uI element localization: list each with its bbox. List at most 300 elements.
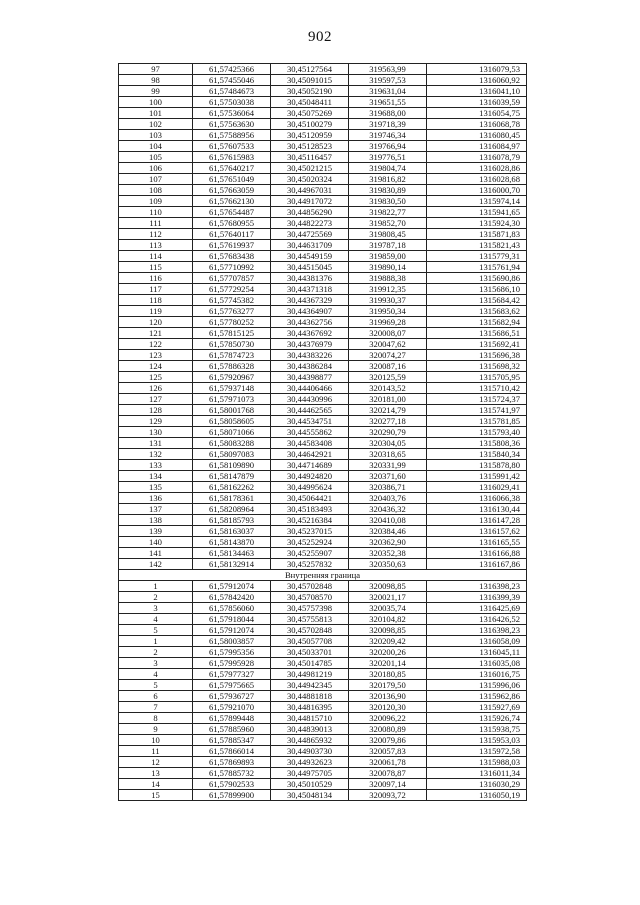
y-coordinate-cell: 1315710,42 xyxy=(427,383,527,394)
point-number-cell: 137 xyxy=(119,504,193,515)
point-number-cell: 11 xyxy=(119,746,193,757)
longitude-cell: 30,44371318 xyxy=(271,284,349,295)
latitude-cell: 61,58071066 xyxy=(193,427,271,438)
longitude-cell: 30,44942345 xyxy=(271,680,349,691)
y-coordinate-cell: 1315683,62 xyxy=(427,306,527,317)
point-number-cell: 3 xyxy=(119,658,193,669)
y-coordinate-cell: 1315696,38 xyxy=(427,350,527,361)
latitude-cell: 61,57425366 xyxy=(193,64,271,75)
point-number-cell: 99 xyxy=(119,86,193,97)
longitude-cell: 30,44534751 xyxy=(271,416,349,427)
y-coordinate-cell: 1315692,41 xyxy=(427,339,527,350)
x-coordinate-cell: 320304,05 xyxy=(349,438,427,449)
table-row xyxy=(119,471,527,482)
table-row xyxy=(119,746,527,757)
table-row xyxy=(119,130,527,141)
y-coordinate-cell: 1315962,86 xyxy=(427,691,527,702)
x-coordinate-cell: 319631,04 xyxy=(349,86,427,97)
latitude-cell: 61,57885347 xyxy=(193,735,271,746)
longitude-cell: 30,44430996 xyxy=(271,394,349,405)
longitude-cell: 30,44932623 xyxy=(271,757,349,768)
x-coordinate-cell: 320179,50 xyxy=(349,680,427,691)
page-number: 902 xyxy=(308,29,332,45)
point-number-cell: 141 xyxy=(119,548,193,559)
x-coordinate-cell: 320318,65 xyxy=(349,449,427,460)
latitude-cell: 61,57971073 xyxy=(193,394,271,405)
longitude-cell: 30,44515045 xyxy=(271,262,349,273)
y-coordinate-cell: 1316039,59 xyxy=(427,97,527,108)
table-row xyxy=(119,669,527,680)
longitude-cell: 30,44386284 xyxy=(271,361,349,372)
point-number-cell: 109 xyxy=(119,196,193,207)
table-row xyxy=(119,603,527,614)
longitude-cell: 30,44549159 xyxy=(271,251,349,262)
table-row xyxy=(119,64,527,75)
latitude-cell: 61,57869893 xyxy=(193,757,271,768)
latitude-cell: 61,57619937 xyxy=(193,240,271,251)
longitude-cell: 30,44583408 xyxy=(271,438,349,449)
y-coordinate-cell: 1315871,83 xyxy=(427,229,527,240)
longitude-cell: 30,44381376 xyxy=(271,273,349,284)
longitude-cell: 30,44631709 xyxy=(271,240,349,251)
x-coordinate-cell: 320290,79 xyxy=(349,427,427,438)
x-coordinate-cell: 319888,38 xyxy=(349,273,427,284)
latitude-cell: 61,57899448 xyxy=(193,713,271,724)
point-number-cell: 128 xyxy=(119,405,193,416)
point-number-cell: 15 xyxy=(119,790,193,801)
point-number-cell: 113 xyxy=(119,240,193,251)
latitude-cell: 61,57936727 xyxy=(193,691,271,702)
table-row xyxy=(119,625,527,636)
table-body-inner-boundary xyxy=(119,581,527,801)
point-number-cell: 114 xyxy=(119,251,193,262)
latitude-cell: 61,58134463 xyxy=(193,548,271,559)
x-coordinate-cell: 319651,55 xyxy=(349,97,427,108)
point-number-cell: 136 xyxy=(119,493,193,504)
longitude-cell: 30,44364907 xyxy=(271,306,349,317)
y-coordinate-cell: 1315781,85 xyxy=(427,416,527,427)
x-coordinate-cell: 320097,14 xyxy=(349,779,427,790)
y-coordinate-cell: 1315690,86 xyxy=(427,273,527,284)
longitude-cell: 30,44642921 xyxy=(271,449,349,460)
latitude-cell: 61,57663059 xyxy=(193,185,271,196)
y-coordinate-cell: 1315686,51 xyxy=(427,328,527,339)
table-row xyxy=(119,273,527,284)
latitude-cell: 61,58208964 xyxy=(193,504,271,515)
x-coordinate-cell: 320209,42 xyxy=(349,636,427,647)
table-row xyxy=(119,361,527,372)
point-number-cell: 130 xyxy=(119,427,193,438)
y-coordinate-cell: 1315724,37 xyxy=(427,394,527,405)
latitude-cell: 61,57995928 xyxy=(193,658,271,669)
table-row xyxy=(119,427,527,438)
x-coordinate-cell: 320087,16 xyxy=(349,361,427,372)
y-coordinate-cell: 1315686,10 xyxy=(427,284,527,295)
y-coordinate-cell: 1316167,86 xyxy=(427,559,527,570)
latitude-cell: 61,58185793 xyxy=(193,515,271,526)
longitude-cell: 30,44376979 xyxy=(271,339,349,350)
table-row xyxy=(119,295,527,306)
longitude-cell: 30,45033701 xyxy=(271,647,349,658)
y-coordinate-cell: 1315924,30 xyxy=(427,218,527,229)
longitude-cell: 30,45708570 xyxy=(271,592,349,603)
point-number-cell: 138 xyxy=(119,515,193,526)
y-coordinate-cell: 1316166,88 xyxy=(427,548,527,559)
longitude-cell: 30,45010529 xyxy=(271,779,349,790)
table-row xyxy=(119,240,527,251)
longitude-cell: 30,45127564 xyxy=(271,64,349,75)
latitude-cell: 61,57995356 xyxy=(193,647,271,658)
point-number-cell: 127 xyxy=(119,394,193,405)
latitude-cell: 61,57886328 xyxy=(193,361,271,372)
latitude-cell: 61,57937148 xyxy=(193,383,271,394)
y-coordinate-cell: 1316398,23 xyxy=(427,581,527,592)
longitude-cell: 30,45048411 xyxy=(271,97,349,108)
latitude-cell: 61,57902533 xyxy=(193,779,271,790)
x-coordinate-cell: 320352,38 xyxy=(349,548,427,559)
longitude-cell: 30,45702848 xyxy=(271,625,349,636)
y-coordinate-cell: 1316028,68 xyxy=(427,174,527,185)
y-coordinate-cell: 1316078,79 xyxy=(427,152,527,163)
point-number-cell: 103 xyxy=(119,130,193,141)
latitude-cell: 61,58162262 xyxy=(193,482,271,493)
longitude-cell: 30,45048134 xyxy=(271,790,349,801)
longitude-cell: 30,45702848 xyxy=(271,581,349,592)
point-number-cell: 5 xyxy=(119,625,193,636)
latitude-cell: 61,57920967 xyxy=(193,372,271,383)
x-coordinate-cell: 319816,82 xyxy=(349,174,427,185)
y-coordinate-cell: 1315974,14 xyxy=(427,196,527,207)
x-coordinate-cell: 320410,08 xyxy=(349,515,427,526)
longitude-cell: 30,44367329 xyxy=(271,295,349,306)
point-number-cell: 1 xyxy=(119,636,193,647)
longitude-cell: 30,45020324 xyxy=(271,174,349,185)
y-coordinate-cell: 1316147,28 xyxy=(427,515,527,526)
y-coordinate-cell: 1315698,32 xyxy=(427,361,527,372)
y-coordinate-cell: 1316045,11 xyxy=(427,647,527,658)
point-number-cell: 139 xyxy=(119,526,193,537)
y-coordinate-cell: 1316426,52 xyxy=(427,614,527,625)
x-coordinate-cell: 319688,00 xyxy=(349,108,427,119)
y-coordinate-cell: 1316035,08 xyxy=(427,658,527,669)
point-number-cell: 8 xyxy=(119,713,193,724)
y-coordinate-cell: 1315793,40 xyxy=(427,427,527,438)
point-number-cell: 129 xyxy=(119,416,193,427)
longitude-cell: 30,44917072 xyxy=(271,196,349,207)
point-number-cell: 5 xyxy=(119,680,193,691)
latitude-cell: 61,57640117 xyxy=(193,229,271,240)
point-number-cell: 115 xyxy=(119,262,193,273)
x-coordinate-cell: 319718,39 xyxy=(349,119,427,130)
latitude-cell: 61,57729254 xyxy=(193,284,271,295)
x-coordinate-cell: 319859,00 xyxy=(349,251,427,262)
latitude-cell: 61,58109890 xyxy=(193,460,271,471)
table-row xyxy=(119,306,527,317)
point-number-cell: 121 xyxy=(119,328,193,339)
point-number-cell: 116 xyxy=(119,273,193,284)
x-coordinate-cell: 320371,60 xyxy=(349,471,427,482)
y-coordinate-cell: 1315684,42 xyxy=(427,295,527,306)
longitude-cell: 30,44555862 xyxy=(271,427,349,438)
point-number-cell: 118 xyxy=(119,295,193,306)
latitude-cell: 61,57683438 xyxy=(193,251,271,262)
latitude-cell: 61,58163037 xyxy=(193,526,271,537)
latitude-cell: 61,58132914 xyxy=(193,559,271,570)
y-coordinate-cell: 1315808,36 xyxy=(427,438,527,449)
point-number-cell: 97 xyxy=(119,64,193,75)
latitude-cell: 61,57899900 xyxy=(193,790,271,801)
table-row xyxy=(119,592,527,603)
table-row xyxy=(119,405,527,416)
section-label: Внутренняя граница xyxy=(119,570,527,581)
y-coordinate-cell: 1315821,43 xyxy=(427,240,527,251)
y-coordinate-cell: 1316011,34 xyxy=(427,768,527,779)
y-coordinate-cell: 1316084,97 xyxy=(427,141,527,152)
y-coordinate-cell: 1316030,29 xyxy=(427,779,527,790)
coordinates-table xyxy=(118,63,527,801)
longitude-cell: 30,44714689 xyxy=(271,460,349,471)
x-coordinate-cell: 320057,83 xyxy=(349,746,427,757)
point-number-cell: 142 xyxy=(119,559,193,570)
point-number-cell: 120 xyxy=(119,317,193,328)
y-coordinate-cell: 1316066,38 xyxy=(427,493,527,504)
longitude-cell: 30,44881818 xyxy=(271,691,349,702)
x-coordinate-cell: 320200,26 xyxy=(349,647,427,658)
x-coordinate-cell: 319912,35 xyxy=(349,284,427,295)
table-row xyxy=(119,97,527,108)
y-coordinate-cell: 1316130,44 xyxy=(427,504,527,515)
table-row xyxy=(119,702,527,713)
latitude-cell: 61,57745382 xyxy=(193,295,271,306)
latitude-cell: 61,57856060 xyxy=(193,603,271,614)
x-coordinate-cell: 320120,30 xyxy=(349,702,427,713)
point-number-cell: 2 xyxy=(119,647,193,658)
table-row xyxy=(119,647,527,658)
y-coordinate-cell: 1316060,92 xyxy=(427,75,527,86)
table-body-outer-boundary xyxy=(119,64,527,570)
table-row xyxy=(119,482,527,493)
table-row xyxy=(119,504,527,515)
longitude-cell: 30,45116457 xyxy=(271,152,349,163)
x-coordinate-cell: 320061,78 xyxy=(349,757,427,768)
table-row xyxy=(119,174,527,185)
table-row xyxy=(119,75,527,86)
point-number-cell: 108 xyxy=(119,185,193,196)
longitude-cell: 30,45120959 xyxy=(271,130,349,141)
table-row xyxy=(119,141,527,152)
table-row xyxy=(119,724,527,735)
x-coordinate-cell: 320079,86 xyxy=(349,735,427,746)
latitude-cell: 61,57874723 xyxy=(193,350,271,361)
longitude-cell: 30,45255907 xyxy=(271,548,349,559)
x-coordinate-cell: 319950,34 xyxy=(349,306,427,317)
latitude-cell: 61,57455046 xyxy=(193,75,271,86)
table-row xyxy=(119,537,527,548)
point-number-cell: 119 xyxy=(119,306,193,317)
table-row xyxy=(119,218,527,229)
latitude-cell: 61,58083288 xyxy=(193,438,271,449)
y-coordinate-cell: 1315996,06 xyxy=(427,680,527,691)
point-number-cell: 132 xyxy=(119,449,193,460)
longitude-cell: 30,44816395 xyxy=(271,702,349,713)
latitude-cell: 61,57662130 xyxy=(193,196,271,207)
latitude-cell: 61,57615983 xyxy=(193,152,271,163)
y-coordinate-cell: 1316041,10 xyxy=(427,86,527,97)
table-row xyxy=(119,680,527,691)
x-coordinate-cell: 320403,76 xyxy=(349,493,427,504)
point-number-cell: 133 xyxy=(119,460,193,471)
point-number-cell: 124 xyxy=(119,361,193,372)
x-coordinate-cell: 320104,82 xyxy=(349,614,427,625)
point-number-cell: 105 xyxy=(119,152,193,163)
x-coordinate-cell: 319787,18 xyxy=(349,240,427,251)
x-coordinate-cell: 320047,62 xyxy=(349,339,427,350)
latitude-cell: 61,58001768 xyxy=(193,405,271,416)
point-number-cell: 125 xyxy=(119,372,193,383)
point-number-cell: 111 xyxy=(119,218,193,229)
longitude-cell: 30,45021215 xyxy=(271,163,349,174)
latitude-cell: 61,57912074 xyxy=(193,625,271,636)
point-number-cell: 10 xyxy=(119,735,193,746)
longitude-cell: 30,44362756 xyxy=(271,317,349,328)
point-number-cell: 131 xyxy=(119,438,193,449)
latitude-cell: 61,57977327 xyxy=(193,669,271,680)
latitude-cell: 61,57654487 xyxy=(193,207,271,218)
table-row xyxy=(119,229,527,240)
point-number-cell: 98 xyxy=(119,75,193,86)
x-coordinate-cell: 320384,46 xyxy=(349,526,427,537)
latitude-cell: 61,57921070 xyxy=(193,702,271,713)
longitude-cell: 30,44967031 xyxy=(271,185,349,196)
x-coordinate-cell: 320350,63 xyxy=(349,559,427,570)
x-coordinate-cell: 320362,90 xyxy=(349,537,427,548)
y-coordinate-cell: 1315938,75 xyxy=(427,724,527,735)
x-coordinate-cell: 319746,34 xyxy=(349,130,427,141)
table-row xyxy=(119,493,527,504)
table-row xyxy=(119,262,527,273)
x-coordinate-cell: 320436,32 xyxy=(349,504,427,515)
table-row xyxy=(119,383,527,394)
point-number-cell: 107 xyxy=(119,174,193,185)
x-coordinate-cell: 319563,99 xyxy=(349,64,427,75)
y-coordinate-cell: 1315972,58 xyxy=(427,746,527,757)
x-coordinate-cell: 319597,53 xyxy=(349,75,427,86)
y-coordinate-cell: 1315941,65 xyxy=(427,207,527,218)
latitude-cell: 61,57536064 xyxy=(193,108,271,119)
longitude-cell: 30,45128523 xyxy=(271,141,349,152)
latitude-cell: 61,57780252 xyxy=(193,317,271,328)
longitude-cell: 30,44462565 xyxy=(271,405,349,416)
latitude-cell: 61,57707857 xyxy=(193,273,271,284)
x-coordinate-cell: 320096,22 xyxy=(349,713,427,724)
section-row xyxy=(119,570,527,581)
table-section-header xyxy=(119,570,527,581)
table-row xyxy=(119,614,527,625)
x-coordinate-cell: 319830,50 xyxy=(349,196,427,207)
longitude-cell: 30,45183493 xyxy=(271,504,349,515)
point-number-cell: 12 xyxy=(119,757,193,768)
y-coordinate-cell: 1316029,41 xyxy=(427,482,527,493)
latitude-cell: 61,57763277 xyxy=(193,306,271,317)
longitude-cell: 30,44815710 xyxy=(271,713,349,724)
latitude-cell: 61,58178361 xyxy=(193,493,271,504)
point-number-cell: 7 xyxy=(119,702,193,713)
point-number-cell: 123 xyxy=(119,350,193,361)
point-number-cell: 14 xyxy=(119,779,193,790)
latitude-cell: 61,57975665 xyxy=(193,680,271,691)
point-number-cell: 2 xyxy=(119,592,193,603)
longitude-cell: 30,44995624 xyxy=(271,482,349,493)
longitude-cell: 30,44981219 xyxy=(271,669,349,680)
x-coordinate-cell: 319822,77 xyxy=(349,207,427,218)
point-number-cell: 117 xyxy=(119,284,193,295)
x-coordinate-cell: 320098,85 xyxy=(349,625,427,636)
table-row xyxy=(119,515,527,526)
table-row xyxy=(119,790,527,801)
longitude-cell: 30,44975705 xyxy=(271,768,349,779)
y-coordinate-cell: 1315741,97 xyxy=(427,405,527,416)
x-coordinate-cell: 320180,85 xyxy=(349,669,427,680)
x-coordinate-cell: 320078,87 xyxy=(349,768,427,779)
y-coordinate-cell: 1315840,34 xyxy=(427,449,527,460)
x-coordinate-cell: 320386,71 xyxy=(349,482,427,493)
x-coordinate-cell: 319930,37 xyxy=(349,295,427,306)
x-coordinate-cell: 319808,45 xyxy=(349,229,427,240)
y-coordinate-cell: 1315878,80 xyxy=(427,460,527,471)
y-coordinate-cell: 1316068,78 xyxy=(427,119,527,130)
y-coordinate-cell: 1315682,94 xyxy=(427,317,527,328)
latitude-cell: 61,57484673 xyxy=(193,86,271,97)
latitude-cell: 61,57680955 xyxy=(193,218,271,229)
table-row xyxy=(119,196,527,207)
longitude-cell: 30,44865932 xyxy=(271,735,349,746)
point-number-cell: 135 xyxy=(119,482,193,493)
x-coordinate-cell: 320080,89 xyxy=(349,724,427,735)
y-coordinate-cell: 1316080,45 xyxy=(427,130,527,141)
longitude-cell: 30,45757398 xyxy=(271,603,349,614)
point-number-cell: 134 xyxy=(119,471,193,482)
y-coordinate-cell: 1316016,75 xyxy=(427,669,527,680)
table-row xyxy=(119,658,527,669)
latitude-cell: 61,57850730 xyxy=(193,339,271,350)
latitude-cell: 61,57588956 xyxy=(193,130,271,141)
x-coordinate-cell: 320035,74 xyxy=(349,603,427,614)
longitude-cell: 30,44903730 xyxy=(271,746,349,757)
x-coordinate-cell: 320143,52 xyxy=(349,383,427,394)
table-row xyxy=(119,581,527,592)
latitude-cell: 61,57503038 xyxy=(193,97,271,108)
table-row xyxy=(119,317,527,328)
y-coordinate-cell: 1316054,75 xyxy=(427,108,527,119)
table-row xyxy=(119,691,527,702)
longitude-cell: 30,45257832 xyxy=(271,559,349,570)
y-coordinate-cell: 1315761,94 xyxy=(427,262,527,273)
x-coordinate-cell: 319776,51 xyxy=(349,152,427,163)
table-row xyxy=(119,350,527,361)
x-coordinate-cell: 320074,27 xyxy=(349,350,427,361)
table-row xyxy=(119,108,527,119)
y-coordinate-cell: 1316000,70 xyxy=(427,185,527,196)
y-coordinate-cell: 1315988,03 xyxy=(427,757,527,768)
point-number-cell: 126 xyxy=(119,383,193,394)
y-coordinate-cell: 1316425,69 xyxy=(427,603,527,614)
x-coordinate-cell: 319804,74 xyxy=(349,163,427,174)
table-row xyxy=(119,526,527,537)
point-number-cell: 1 xyxy=(119,581,193,592)
x-coordinate-cell: 320098,85 xyxy=(349,581,427,592)
latitude-cell: 61,57607533 xyxy=(193,141,271,152)
y-coordinate-cell: 1316028,86 xyxy=(427,163,527,174)
